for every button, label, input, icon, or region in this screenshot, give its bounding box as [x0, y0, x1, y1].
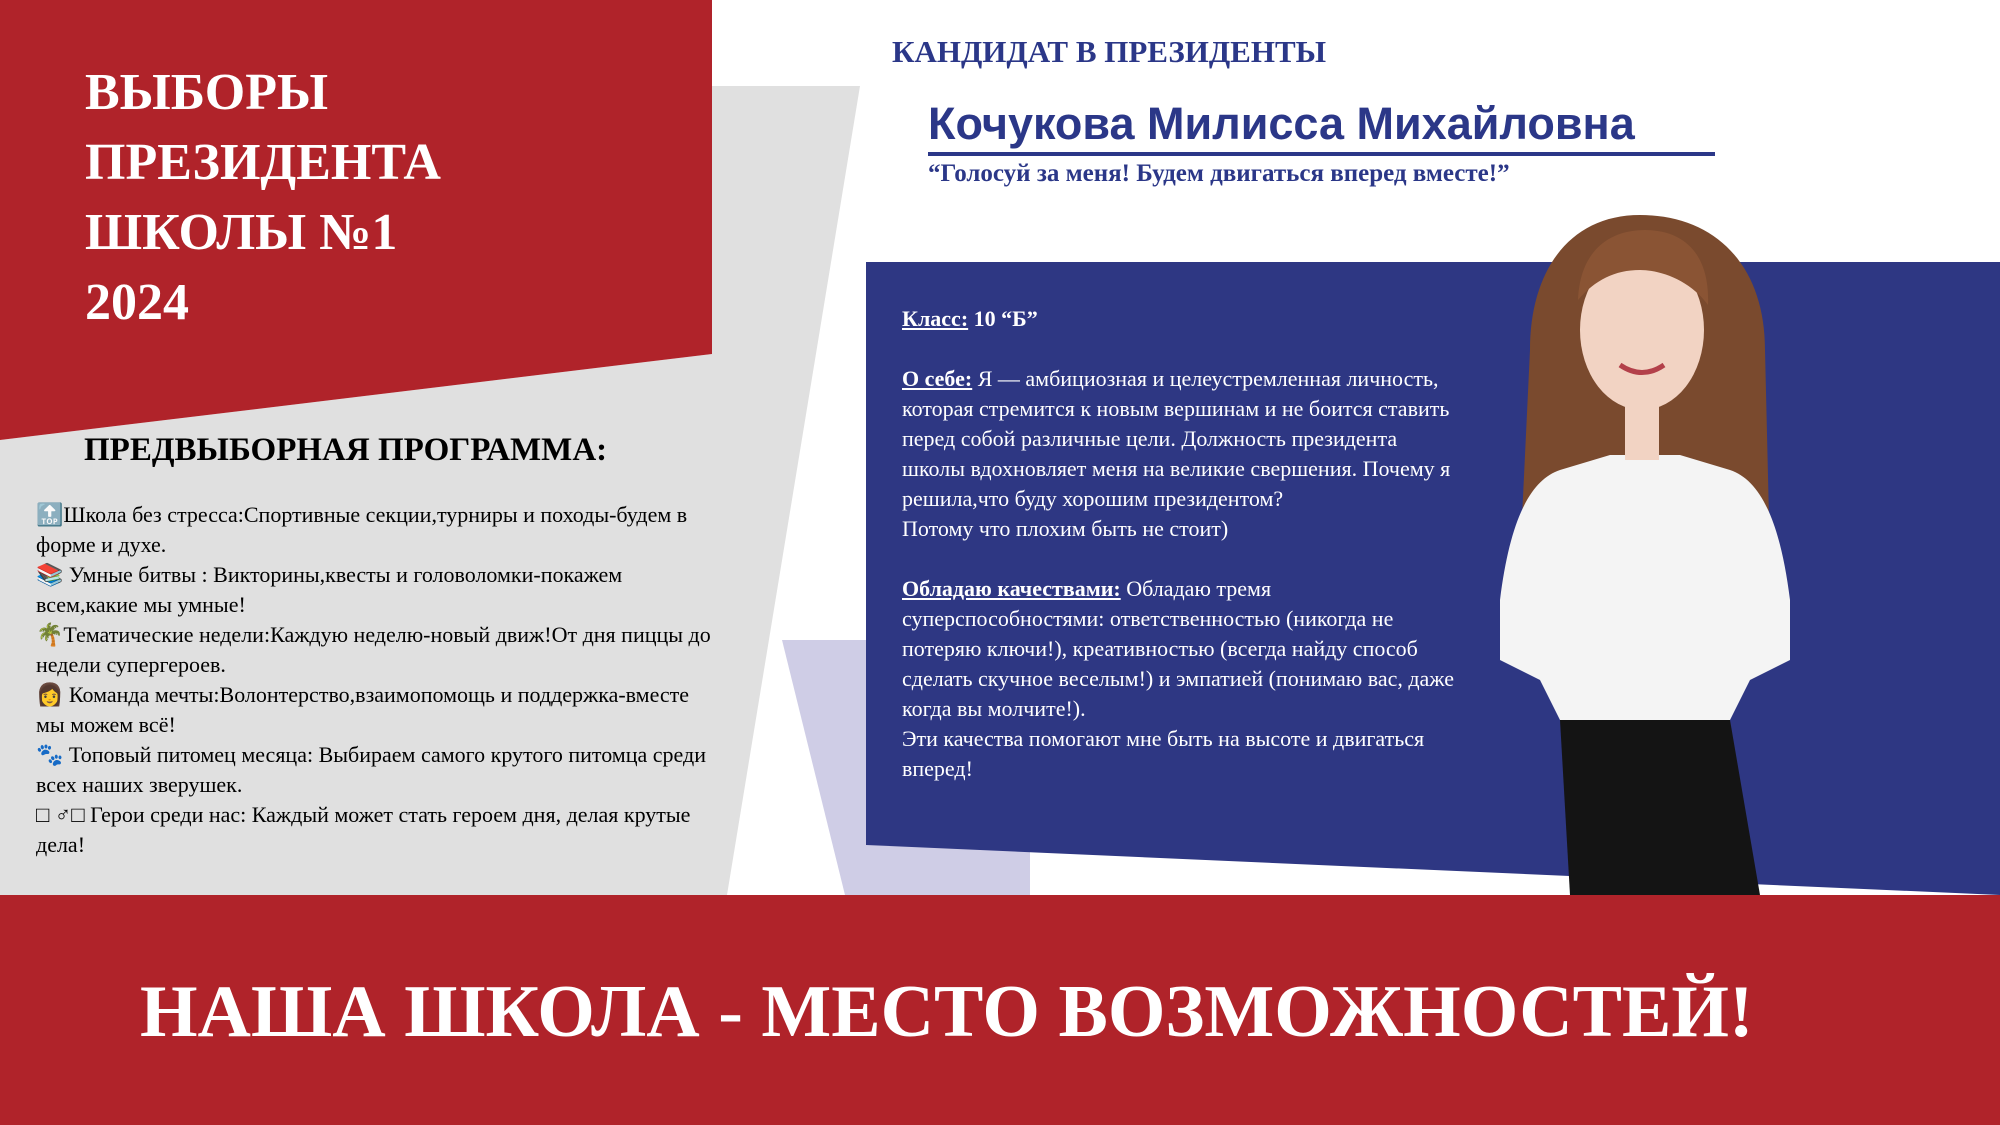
program-item — [36, 680, 716, 740]
team-icon: 👩 — [36, 682, 64, 707]
about-label: О себе: — [902, 366, 973, 391]
top-arrow-icon: 🔝 — [36, 502, 64, 527]
program-item-text: Команда мечты:Волонтерство,взаимопомощь и поддержка-вместе мы можем всё! — [36, 682, 690, 737]
paw-prints-icon: 🐾 — [36, 742, 64, 767]
name-underline — [928, 152, 1715, 156]
qualities-paragraph — [902, 574, 1462, 724]
candidate-slogan: “Голосуй за меня! Будем двигаться вперед вместе!” — [928, 160, 1510, 187]
footer-slogan: НАША ШКОЛА - МЕСТО ВОЗМОЖНОСТЕЙ! — [140, 971, 1754, 1053]
title-line: ШКОЛЫ №1 — [85, 204, 398, 261]
program-item — [36, 800, 716, 860]
election-title — [85, 58, 441, 338]
photo-skirt — [1560, 720, 1760, 895]
title-line: 2024 — [85, 274, 189, 331]
candidate-label: КАНДИДАТ В ПРЕЗИДЕНТЫ — [892, 34, 1327, 69]
photo-neck — [1625, 405, 1659, 460]
about-paragraph — [902, 364, 1462, 514]
candidate-name: Кочукова Милисса Михайловна — [928, 98, 1635, 149]
program-heading: ПРЕДВЫБОРНАЯ ПРОГРАММА: — [84, 432, 608, 468]
superhero-icon: □ ♂□ — [36, 802, 85, 827]
program-item — [36, 620, 716, 680]
program-item — [36, 560, 716, 620]
program-item-text: Школа без стресса:Спортивные секции,турниры и походы-будем в форме и духе. — [36, 502, 688, 557]
qualities-text: Обладаю тремя суперспособностями: ответственностью (никогда не потеряю ключи!), креативностью (всегда найду способ сделать скучное веселым!) и эмпатией (понимаю вас, даже когда вы молчите!). — [902, 576, 1454, 721]
qualities-label: Обладаю качествами: — [902, 576, 1121, 601]
about-text-2: Потому что плохим быть не стоит) — [902, 516, 1229, 541]
program-item-text: Топовый питомец месяца: Выбираем самого крутого питомца среди всех наших зверушек. — [36, 742, 706, 797]
title-line: ВЫБОРЫ — [85, 64, 329, 121]
program-item — [36, 500, 716, 560]
program-item-text: Умные битвы : Викторины,квесты и головоломки-покажем всем,какие мы умные! — [36, 562, 623, 617]
about-text: Я — амбициозная и целеустремленная личность, которая стремится к новым вершинам и не боится ставить перед собой различные цели. Должность президента школы вдохновляет меня на великие свершения. Почему я решила,что буду хорошим президентом? — [902, 366, 1451, 511]
books-icon: 📚 — [36, 562, 64, 587]
qualities-text-2: Эти качества помогают мне быть на высоте и двигаться вперед! — [902, 726, 1425, 781]
class-line — [902, 304, 1462, 334]
class-label: Класс: — [902, 306, 969, 331]
program-list — [36, 500, 716, 860]
class-value: 10 “Б” — [968, 306, 1038, 331]
candidate-info — [902, 304, 1462, 784]
palm-tree-icon: 🌴 — [36, 622, 64, 647]
program-item-text: Герои среди нас: Каждый может стать героем дня, делая крутые дела! — [36, 802, 691, 857]
program-item-text: Тематические недели:Каждую неделю-новый движ!От дня пиццы до недели супергероев. — [36, 622, 711, 677]
program-item — [36, 740, 716, 800]
title-line: ПРЕЗИДЕНТА — [85, 134, 441, 191]
photo-shirt — [1500, 455, 1790, 720]
